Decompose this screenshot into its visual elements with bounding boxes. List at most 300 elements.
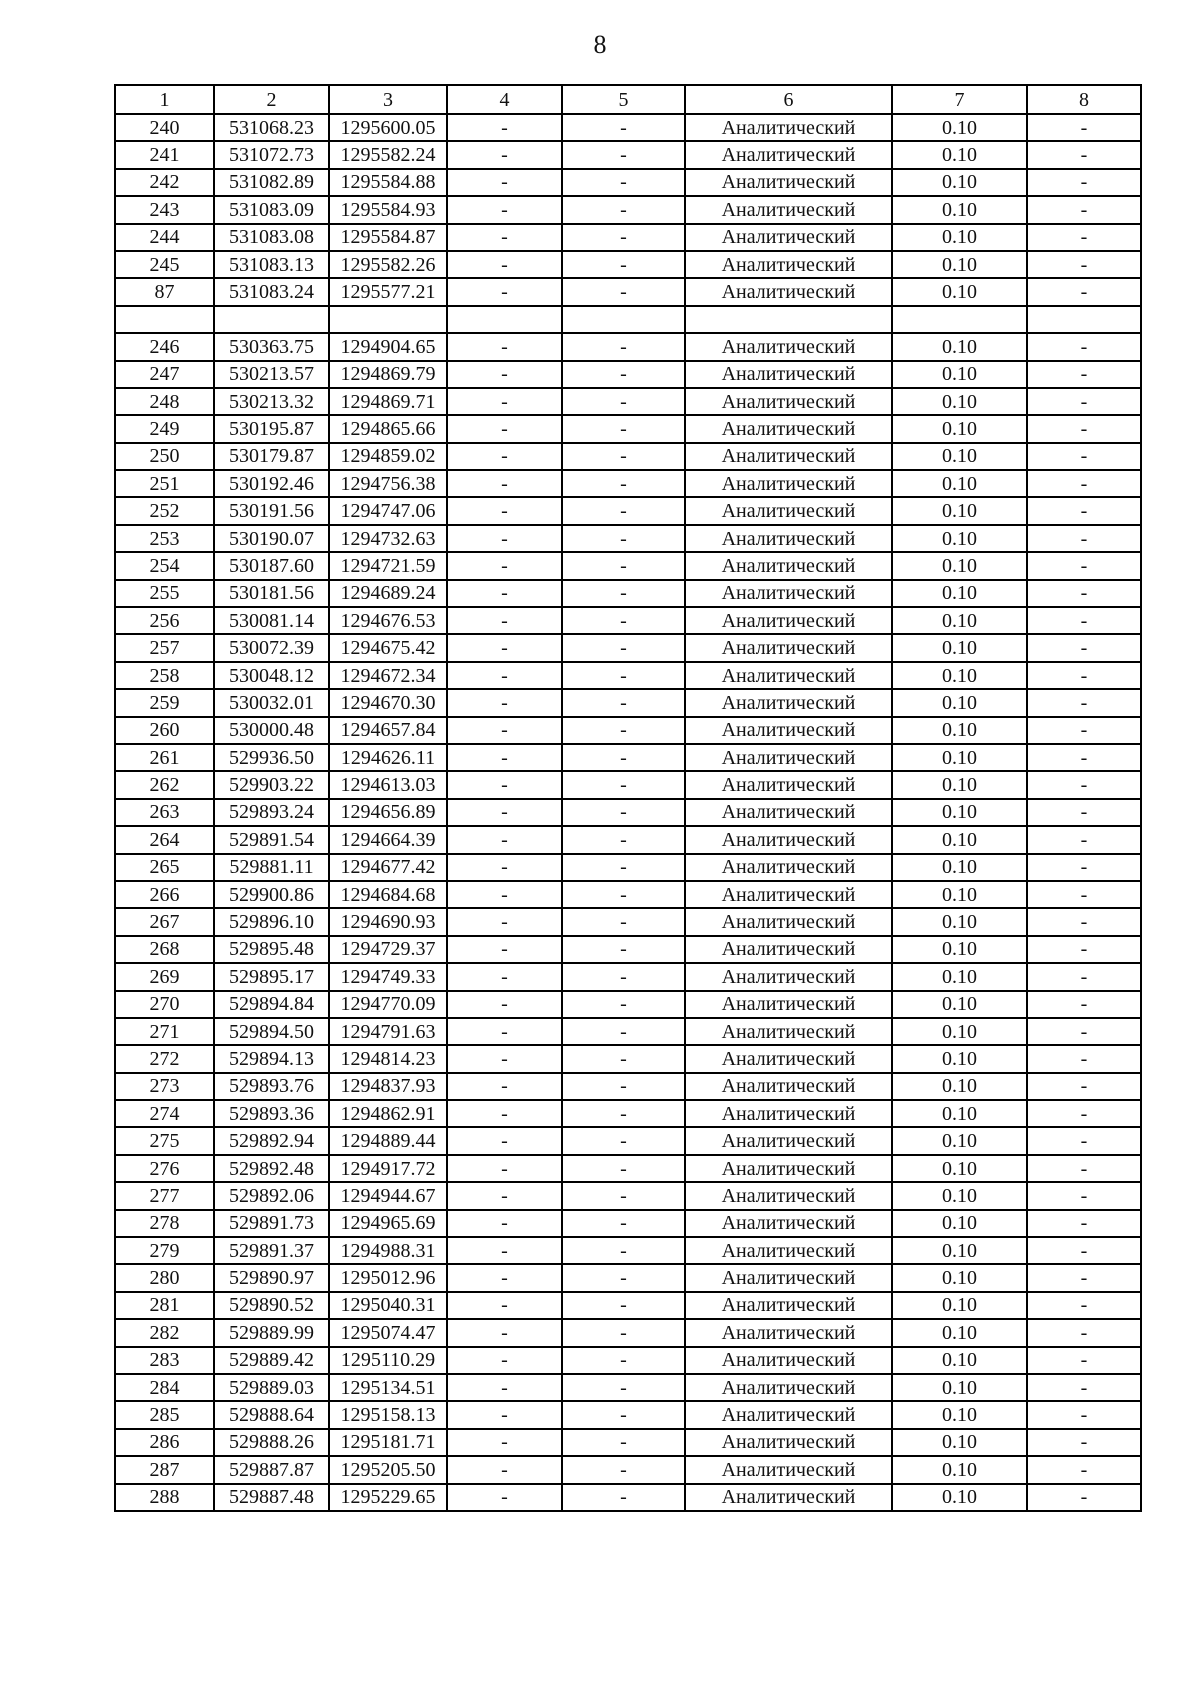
cell-accuracy: 0.10 — [892, 1456, 1027, 1483]
cell-col-4: - — [447, 936, 562, 963]
cell-y-coordinate: 1294862.91 — [329, 1100, 447, 1127]
cell-col-4: - — [447, 881, 562, 908]
cell-method: Аналитический — [685, 525, 892, 552]
cell-y-coordinate: 1294837.93 — [329, 1073, 447, 1100]
cell-col-8: - — [1027, 1182, 1141, 1209]
cell-accuracy: 0.10 — [892, 388, 1027, 415]
cell-col-5 — [562, 306, 685, 333]
cell-col-5: - — [562, 470, 685, 497]
table-row — [115, 908, 1141, 935]
cell-col-8: - — [1027, 881, 1141, 908]
cell-col-8: - — [1027, 936, 1141, 963]
cell-x-coordinate: 531072.73 — [214, 141, 329, 168]
cell-col-5: - — [562, 525, 685, 552]
cell-col-8: - — [1027, 1045, 1141, 1072]
cell-method: Аналитический — [685, 1347, 892, 1374]
table-row — [115, 361, 1141, 388]
table-row — [115, 141, 1141, 168]
cell-col-8: - — [1027, 991, 1141, 1018]
cell-col-8: - — [1027, 1456, 1141, 1483]
cell-col-8: - — [1027, 1100, 1141, 1127]
cell-method: Аналитический — [685, 744, 892, 771]
cell-col-8: - — [1027, 278, 1141, 305]
cell-accuracy: 0.10 — [892, 1127, 1027, 1154]
cell-y-coordinate: 1295582.24 — [329, 141, 447, 168]
column-header-4: 4 — [447, 85, 562, 114]
cell-col-4: - — [447, 854, 562, 881]
header-row — [115, 85, 1141, 114]
table-row — [115, 689, 1141, 716]
cell-y-coordinate: 1294865.66 — [329, 415, 447, 442]
cell-method: Аналитический — [685, 251, 892, 278]
cell-y-coordinate: 1294676.53 — [329, 607, 447, 634]
cell-x-coordinate: 529887.48 — [214, 1484, 329, 1511]
cell-point-number: 242 — [115, 169, 214, 196]
cell-x-coordinate: 529891.54 — [214, 826, 329, 853]
cell-col-5: - — [562, 443, 685, 470]
column-header-8: 8 — [1027, 85, 1141, 114]
cell-point-number: 87 — [115, 278, 214, 305]
cell-col-4: - — [447, 908, 562, 935]
table-row — [115, 963, 1141, 990]
cell-accuracy: 0.10 — [892, 415, 1027, 442]
cell-col-4: - — [447, 525, 562, 552]
cell-col-4: - — [447, 196, 562, 223]
cell-point-number: 251 — [115, 470, 214, 497]
cell-col-4: - — [447, 1374, 562, 1401]
cell-col-4: - — [447, 1456, 562, 1483]
cell-accuracy: 0.10 — [892, 799, 1027, 826]
cell-col-8: - — [1027, 415, 1141, 442]
cell-col-8: - — [1027, 1073, 1141, 1100]
table-row — [115, 169, 1141, 196]
cell-point-number: 250 — [115, 443, 214, 470]
cell-col-5: - — [562, 196, 685, 223]
cell-accuracy: 0.10 — [892, 1100, 1027, 1127]
cell-col-4: - — [447, 991, 562, 1018]
table-row — [115, 717, 1141, 744]
cell-y-coordinate: 1294917.72 — [329, 1155, 447, 1182]
cell-col-4: - — [447, 1182, 562, 1209]
cell-y-coordinate: 1294670.30 — [329, 689, 447, 716]
cell-col-8: - — [1027, 1374, 1141, 1401]
cell-method: Аналитический — [685, 1456, 892, 1483]
cell-col-8: - — [1027, 854, 1141, 881]
cell-accuracy: 0.10 — [892, 1292, 1027, 1319]
cell-x-coordinate: 530213.32 — [214, 388, 329, 415]
cell-point-number: 249 — [115, 415, 214, 442]
cell-y-coordinate: 1295158.13 — [329, 1401, 447, 1428]
cell-point-number: 286 — [115, 1429, 214, 1456]
table-row — [115, 1429, 1141, 1456]
cell-col-5: - — [562, 1456, 685, 1483]
column-header-2: 2 — [214, 85, 329, 114]
cell-method: Аналитический — [685, 141, 892, 168]
cell-accuracy: 0.10 — [892, 1237, 1027, 1264]
cell-y-coordinate: 1295205.50 — [329, 1456, 447, 1483]
cell-accuracy: 0.10 — [892, 141, 1027, 168]
cell-col-8: - — [1027, 744, 1141, 771]
cell-method: Аналитический — [685, 1210, 892, 1237]
cell-col-8: - — [1027, 963, 1141, 990]
cell-col-4: - — [447, 1018, 562, 1045]
cell-y-coordinate: 1294657.84 — [329, 717, 447, 744]
table-row — [115, 881, 1141, 908]
cell-col-4: - — [447, 443, 562, 470]
cell-col-8: - — [1027, 826, 1141, 853]
cell-col-5: - — [562, 1100, 685, 1127]
cell-col-8: - — [1027, 169, 1141, 196]
cell-accuracy: 0.10 — [892, 1018, 1027, 1045]
table-row — [115, 306, 1141, 333]
cell-y-coordinate: 1294791.63 — [329, 1018, 447, 1045]
cell-point-number: 244 — [115, 224, 214, 251]
cell-col-4: - — [447, 771, 562, 798]
cell-col-4: - — [447, 1347, 562, 1374]
table-row — [115, 1045, 1141, 1072]
cell-col-4: - — [447, 141, 562, 168]
table-row — [115, 1401, 1141, 1428]
cell-method: Аналитический — [685, 470, 892, 497]
cell-col-8: - — [1027, 1264, 1141, 1291]
cell-x-coordinate: 530213.57 — [214, 361, 329, 388]
cell-point-number: 276 — [115, 1155, 214, 1182]
cell-method: Аналитический — [685, 854, 892, 881]
cell-col-5: - — [562, 881, 685, 908]
cell-col-4: - — [447, 689, 562, 716]
cell-x-coordinate: 529894.50 — [214, 1018, 329, 1045]
cell-col-5: - — [562, 799, 685, 826]
cell-accuracy: 0.10 — [892, 991, 1027, 1018]
cell-method: Аналитический — [685, 908, 892, 935]
cell-point-number: 272 — [115, 1045, 214, 1072]
table-row — [115, 1073, 1141, 1100]
cell-y-coordinate: 1294859.02 — [329, 443, 447, 470]
cell-x-coordinate: 530081.14 — [214, 607, 329, 634]
cell-point-number: 247 — [115, 361, 214, 388]
cell-col-5: - — [562, 388, 685, 415]
cell-y-coordinate: 1295040.31 — [329, 1292, 447, 1319]
cell-point-number: 253 — [115, 525, 214, 552]
cell-col-8: - — [1027, 1292, 1141, 1319]
cell-col-8: - — [1027, 1127, 1141, 1154]
table-row — [115, 1484, 1141, 1511]
cell-x-coordinate: 529890.52 — [214, 1292, 329, 1319]
cell-accuracy: 0.10 — [892, 1210, 1027, 1237]
cell-col-5: - — [562, 580, 685, 607]
cell-y-coordinate: 1294814.23 — [329, 1045, 447, 1072]
cell-col-4: - — [447, 1319, 562, 1346]
cell-x-coordinate: 529895.48 — [214, 936, 329, 963]
cell-accuracy: 0.10 — [892, 114, 1027, 141]
cell-col-8: - — [1027, 251, 1141, 278]
cell-col-5: - — [562, 415, 685, 442]
cell-col-4: - — [447, 552, 562, 579]
cell-col-5: - — [562, 607, 685, 634]
cell-method: Аналитический — [685, 607, 892, 634]
cell-x-coordinate: 529895.17 — [214, 963, 329, 990]
cell-method: Аналитический — [685, 689, 892, 716]
cell-col-5: - — [562, 169, 685, 196]
cell-col-5: - — [562, 963, 685, 990]
cell-y-coordinate — [329, 306, 447, 333]
table-row — [115, 525, 1141, 552]
cell-y-coordinate: 1294756.38 — [329, 470, 447, 497]
cell-x-coordinate: 529889.99 — [214, 1319, 329, 1346]
cell-accuracy: 0.10 — [892, 771, 1027, 798]
cell-method: Аналитический — [685, 497, 892, 524]
cell-col-4: - — [447, 1237, 562, 1264]
cell-y-coordinate: 1294656.89 — [329, 799, 447, 826]
cell-y-coordinate: 1294626.11 — [329, 744, 447, 771]
cell-point-number: 248 — [115, 388, 214, 415]
cell-x-coordinate: 529892.48 — [214, 1155, 329, 1182]
cell-accuracy: 0.10 — [892, 1374, 1027, 1401]
table-row — [115, 634, 1141, 661]
cell-y-coordinate: 1295584.87 — [329, 224, 447, 251]
cell-accuracy — [892, 306, 1027, 333]
table-row — [115, 470, 1141, 497]
cell-col-8: - — [1027, 689, 1141, 716]
cell-x-coordinate: 529881.11 — [214, 854, 329, 881]
cell-x-coordinate: 529892.94 — [214, 1127, 329, 1154]
cell-x-coordinate: 529900.86 — [214, 881, 329, 908]
cell-col-4: - — [447, 361, 562, 388]
cell-col-8: - — [1027, 552, 1141, 579]
cell-method: Аналитический — [685, 1237, 892, 1264]
cell-y-coordinate: 1294869.71 — [329, 388, 447, 415]
cell-col-5: - — [562, 141, 685, 168]
cell-accuracy: 0.10 — [892, 662, 1027, 689]
cell-point-number: 245 — [115, 251, 214, 278]
cell-col-4: - — [447, 1484, 562, 1511]
cell-col-5: - — [562, 1292, 685, 1319]
cell-col-5: - — [562, 333, 685, 360]
cell-col-8: - — [1027, 771, 1141, 798]
table-row — [115, 799, 1141, 826]
cell-point-number: 252 — [115, 497, 214, 524]
cell-point-number: 255 — [115, 580, 214, 607]
cell-col-4: - — [447, 1292, 562, 1319]
cell-y-coordinate: 1294944.67 — [329, 1182, 447, 1209]
cell-y-coordinate: 1294729.37 — [329, 936, 447, 963]
cell-point-number: 288 — [115, 1484, 214, 1511]
cell-col-4: - — [447, 470, 562, 497]
cell-y-coordinate: 1294965.69 — [329, 1210, 447, 1237]
cell-col-5: - — [562, 1401, 685, 1428]
cell-method: Аналитический — [685, 1484, 892, 1511]
cell-accuracy: 0.10 — [892, 881, 1027, 908]
cell-method: Аналитический — [685, 1401, 892, 1428]
cell-col-5: - — [562, 114, 685, 141]
cell-accuracy: 0.10 — [892, 1073, 1027, 1100]
cell-col-4: - — [447, 1100, 562, 1127]
cell-col-8: - — [1027, 443, 1141, 470]
cell-col-4: - — [447, 169, 562, 196]
table-row — [115, 443, 1141, 470]
cell-x-coordinate: 529903.22 — [214, 771, 329, 798]
table-row — [115, 1456, 1141, 1483]
cell-accuracy: 0.10 — [892, 1347, 1027, 1374]
cell-point-number: 254 — [115, 552, 214, 579]
cell-x-coordinate: 531083.09 — [214, 196, 329, 223]
cell-method: Аналитический — [685, 826, 892, 853]
cell-y-coordinate: 1295181.71 — [329, 1429, 447, 1456]
cell-method — [685, 306, 892, 333]
cell-point-number: 282 — [115, 1319, 214, 1346]
cell-col-5: - — [562, 1073, 685, 1100]
cell-point-number: 281 — [115, 1292, 214, 1319]
cell-y-coordinate: 1294904.65 — [329, 333, 447, 360]
cell-point-number: 257 — [115, 634, 214, 661]
cell-point-number: 258 — [115, 662, 214, 689]
cell-point-number: 246 — [115, 333, 214, 360]
cell-accuracy: 0.10 — [892, 908, 1027, 935]
cell-y-coordinate: 1294690.93 — [329, 908, 447, 935]
table-row — [115, 771, 1141, 798]
cell-col-5: - — [562, 1182, 685, 1209]
cell-x-coordinate: 530072.39 — [214, 634, 329, 661]
cell-y-coordinate: 1295229.65 — [329, 1484, 447, 1511]
table-row — [115, 224, 1141, 251]
table-row — [115, 662, 1141, 689]
table-row — [115, 1100, 1141, 1127]
cell-col-4: - — [447, 744, 562, 771]
cell-col-5: - — [562, 1319, 685, 1346]
table-row — [115, 580, 1141, 607]
table-body — [115, 114, 1141, 1511]
table-row — [115, 1347, 1141, 1374]
cell-point-number: 274 — [115, 1100, 214, 1127]
cell-x-coordinate: 530192.46 — [214, 470, 329, 497]
cell-point-number: 267 — [115, 908, 214, 935]
cell-accuracy: 0.10 — [892, 963, 1027, 990]
table-row — [115, 196, 1141, 223]
cell-x-coordinate: 530179.87 — [214, 443, 329, 470]
cell-accuracy: 0.10 — [892, 497, 1027, 524]
cell-col-5: - — [562, 826, 685, 853]
table-row — [115, 278, 1141, 305]
cell-col-4 — [447, 306, 562, 333]
cell-col-4: - — [447, 634, 562, 661]
cell-x-coordinate: 529894.13 — [214, 1045, 329, 1072]
cell-point-number: 270 — [115, 991, 214, 1018]
table-row — [115, 415, 1141, 442]
cell-col-5: - — [562, 552, 685, 579]
cell-col-4: - — [447, 1264, 562, 1291]
cell-col-5: - — [562, 1127, 685, 1154]
cell-method: Аналитический — [685, 1264, 892, 1291]
cell-point-number: 283 — [115, 1347, 214, 1374]
cell-method: Аналитический — [685, 717, 892, 744]
cell-accuracy: 0.10 — [892, 1155, 1027, 1182]
cell-col-8: - — [1027, 333, 1141, 360]
page-number: 8 — [593, 30, 607, 59]
cell-col-4: - — [447, 1401, 562, 1428]
cell-accuracy: 0.10 — [892, 607, 1027, 634]
cell-accuracy: 0.10 — [892, 1429, 1027, 1456]
cell-x-coordinate: 529888.26 — [214, 1429, 329, 1456]
cell-accuracy: 0.10 — [892, 1264, 1027, 1291]
table-row — [115, 826, 1141, 853]
cell-col-5: - — [562, 1484, 685, 1511]
cell-col-8: - — [1027, 717, 1141, 744]
cell-y-coordinate: 1294675.42 — [329, 634, 447, 661]
cell-y-coordinate: 1295110.29 — [329, 1347, 447, 1374]
cell-method: Аналитический — [685, 1018, 892, 1045]
cell-x-coordinate: 529896.10 — [214, 908, 329, 935]
cell-y-coordinate: 1295012.96 — [329, 1264, 447, 1291]
cell-y-coordinate: 1294749.33 — [329, 963, 447, 990]
coordinates-table — [114, 84, 1142, 1512]
cell-col-8: - — [1027, 799, 1141, 826]
cell-accuracy: 0.10 — [892, 525, 1027, 552]
cell-method: Аналитический — [685, 333, 892, 360]
cell-col-8: - — [1027, 388, 1141, 415]
column-header-5: 5 — [562, 85, 685, 114]
cell-point-number: 265 — [115, 854, 214, 881]
cell-y-coordinate: 1294988.31 — [329, 1237, 447, 1264]
cell-point-number: 279 — [115, 1237, 214, 1264]
cell-accuracy: 0.10 — [892, 854, 1027, 881]
table-row — [115, 1237, 1141, 1264]
cell-x-coordinate — [214, 306, 329, 333]
cell-col-8: - — [1027, 1484, 1141, 1511]
cell-method: Аналитический — [685, 224, 892, 251]
cell-y-coordinate: 1294664.39 — [329, 826, 447, 853]
cell-col-8: - — [1027, 196, 1141, 223]
cell-col-4: - — [447, 415, 562, 442]
cell-col-8: - — [1027, 607, 1141, 634]
cell-x-coordinate: 530048.12 — [214, 662, 329, 689]
cell-col-4: - — [447, 278, 562, 305]
cell-x-coordinate: 529893.36 — [214, 1100, 329, 1127]
cell-method: Аналитический — [685, 1045, 892, 1072]
cell-y-coordinate: 1294684.68 — [329, 881, 447, 908]
cell-col-8: - — [1027, 1319, 1141, 1346]
cell-col-8: - — [1027, 1237, 1141, 1264]
cell-accuracy: 0.10 — [892, 826, 1027, 853]
cell-col-5: - — [562, 278, 685, 305]
cell-col-4: - — [447, 497, 562, 524]
cell-col-5: - — [562, 1210, 685, 1237]
cell-col-4: - — [447, 251, 562, 278]
cell-col-8: - — [1027, 634, 1141, 661]
cell-col-5: - — [562, 1237, 685, 1264]
cell-y-coordinate: 1294677.42 — [329, 854, 447, 881]
cell-method: Аналитический — [685, 662, 892, 689]
cell-point-number: 263 — [115, 799, 214, 826]
cell-accuracy: 0.10 — [892, 278, 1027, 305]
cell-method: Аналитический — [685, 415, 892, 442]
cell-point-number: 275 — [115, 1127, 214, 1154]
cell-point-number: 256 — [115, 607, 214, 634]
cell-col-4: - — [447, 1073, 562, 1100]
cell-method: Аналитический — [685, 634, 892, 661]
column-header-7: 7 — [892, 85, 1027, 114]
cell-method: Аналитический — [685, 771, 892, 798]
table-row — [115, 114, 1141, 141]
cell-col-5: - — [562, 1045, 685, 1072]
cell-method: Аналитический — [685, 169, 892, 196]
cell-col-5: - — [562, 1429, 685, 1456]
cell-point-number: 271 — [115, 1018, 214, 1045]
cell-accuracy: 0.10 — [892, 333, 1027, 360]
cell-method: Аналитический — [685, 1292, 892, 1319]
cell-method: Аналитический — [685, 361, 892, 388]
cell-x-coordinate: 529892.06 — [214, 1182, 329, 1209]
cell-point-number: 269 — [115, 963, 214, 990]
